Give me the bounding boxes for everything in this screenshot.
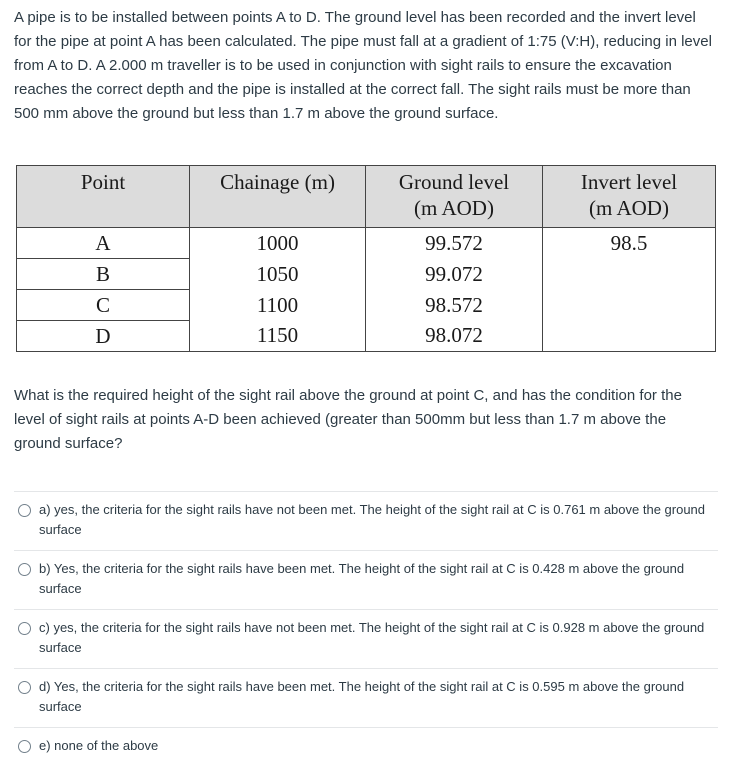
table-header-row [17,166,716,228]
header-chainage: Chainage (m) [190,166,366,228]
cell-invert-level: 98.5 [543,228,716,259]
question-intro: A pipe is to be installed between points A to D. The ground level has been recorded and the invert level for the pipe at point A has been calculated. The pipe must fall at a gradient of 1:75 (V:H), reducing in level from A to D. A 2.000 m traveller is to be used in conjunction with sight rails to ensure the excavation reaches the correct depth and the pipe is installed at the correct fall. The sight rails must be more than 500 mm above the ground but less than 1.7 m above the ground surface. [14,9,712,122]
cell-ground-level: 99.572 [366,228,543,259]
answer-option-c[interactable] [14,609,718,668]
cell-point: B [17,259,190,290]
answer-label: e) none of the above [39,738,159,753]
answer-option-b[interactable] [14,550,718,609]
cell-chainage: 1000 [190,228,366,259]
cell-point: D [17,321,190,352]
cell-chainage: 1050 [190,259,366,290]
question-text: What is the required height of the sight rail above the ground at point C, and has the condition for the level of sight rails at points A-D been achieved (greater than 500mm but less than 1.7 m above the ground surface? [14,387,682,452]
header-point: Point [17,166,190,228]
cell-chainage: 1150 [190,321,366,352]
cell-ground-level: 98.072 [366,321,543,352]
radio-button[interactable] [18,563,31,576]
data-table [16,165,716,352]
answer-option-d[interactable] [14,668,718,727]
answer-label: d) Yes, the criteria for the sight rails have been met. The height of the sight rail at C is 0.595 m above the ground surface [39,679,685,714]
radio-button[interactable] [18,681,31,694]
header-ground-level: Ground level (m AOD) [366,166,543,228]
table-row [17,259,716,290]
answer-option-e[interactable] [14,727,718,767]
cell-invert-level [543,321,716,352]
answer-label: a) yes, the criteria for the sight rails have not been met. The height of the sight rail at C is 0.761 m above the ground surface [39,502,706,537]
radio-button[interactable] [18,504,31,517]
answer-label: b) Yes, the criteria for the sight rails have been met. The height of the sight rail at C is 0.428 m above the ground surface [39,561,685,596]
radio-button[interactable] [18,740,31,753]
cell-ground-level: 98.572 [366,290,543,321]
answer-option-a[interactable] [14,491,718,550]
radio-button[interactable] [18,622,31,635]
cell-point: C [17,290,190,321]
cell-point: A [17,228,190,259]
answer-options [14,491,718,767]
cell-chainage: 1100 [190,290,366,321]
table-row [17,228,716,259]
header-invert-level: Invert level (m AOD) [543,166,716,228]
answer-label: c) yes, the criteria for the sight rails have not been met. The height of the sight rail at C is 0.928 m above the ground surface [39,620,705,655]
cell-invert-level [543,290,716,321]
cell-invert-level [543,259,716,290]
table-row [17,290,716,321]
cell-ground-level: 99.072 [366,259,543,290]
table-row [17,321,716,352]
